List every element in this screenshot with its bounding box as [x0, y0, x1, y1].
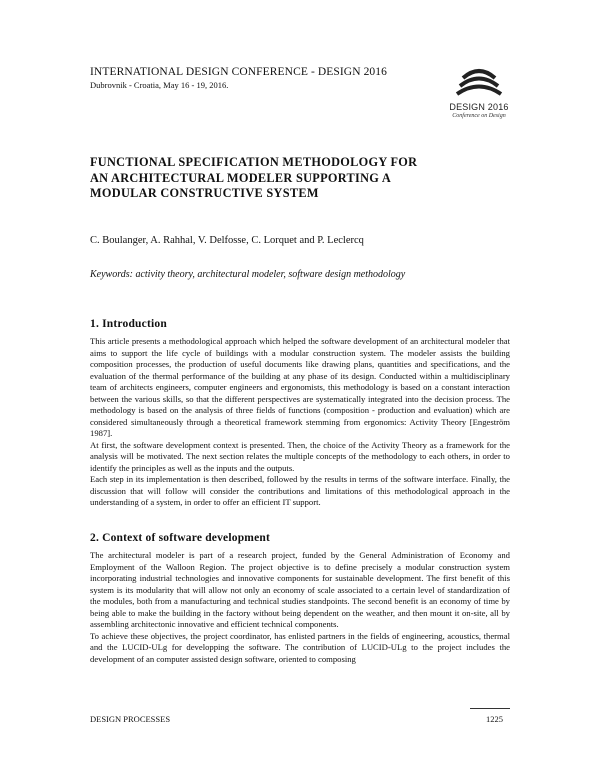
- keywords: Keywords: activity theory, architectural modeler, software design methodology: [90, 269, 406, 280]
- conference-location-date: Dubrovnik - Croatia, May 16 - 19, 2016.: [90, 80, 229, 90]
- design-2016-logo: [446, 66, 512, 126]
- section-heading-introduction: 1. Introduction: [90, 318, 167, 330]
- conference-name: INTERNATIONAL DESIGN CONFERENCE - DESIGN 2016: [90, 66, 387, 78]
- paragraph: This article presents a methodological approach which helped the software development of an architectural modeler that aims to support the life cycle of buildings with a modular construction system. The modeler assists the building composition processes, the production of useful documents like drawing plans, quantities and specifications, and the evaluation of the thermal performance of the building at any phase of its design. Conducted within a multidisciplinary team of architects engineers, computer engineers and ergonomists, this methodology is based on a constant interaction between the various skills, so that the different perspectives are systematically integrated into the decision process. The methodology is based on the analysis of three fields of functions (composition - production and evaluation) which are considered simultaneously through a theoretical framework stemming from ergonomics: Activity Theory [Engeström 1987].: [90, 336, 510, 438]
- logo-name: DESIGN 2016: [449, 102, 509, 112]
- paragraph: The architectural modeler is part of a research project, funded by the General Administration of Economy and Employment of the Walloon Region. The project objective is to define precisely a modular construction system incorporating industrial technologies and innovative components for sustainable development. The first benefit of this system is its modularity that will allow not only an economy of scale associated to a certain level of standardization of the modules, both from a manufacturing and technical studies standpoints. The second benefit is an economy of time by being able to make the building in the factory without being dependent on the weather, and then mount it on-site, all by assembling architectonic innovative and efficient technical components.: [90, 550, 510, 629]
- page-number: 1225: [486, 714, 503, 724]
- footer-section-name: DESIGN PROCESSES: [90, 714, 171, 724]
- section-heading-context: 2. Context of software development: [90, 532, 271, 544]
- logo-arcs-icon: [446, 66, 512, 100]
- paragraph: Each step in its implementation is then described, followed by the results in terms of the software interface. Finally, the discussion that will follow will consider the contributions and limitations of this methodological approach in the understanding of a system, in order to offer an efficient IT support.: [90, 474, 510, 507]
- section-body-introduction: [90, 336, 510, 509]
- footer-rule: [470, 708, 510, 709]
- logo-tagline: Conference on Design: [452, 113, 506, 119]
- paragraph: At first, the software development context is presented. Then, the choice of the Activity Theory as a framework for the analysis will be motivated. The next section relates the multiple concepts of the methodology to each others, in order to identify the principles as well as the inputs and the outputs.: [90, 439, 510, 473]
- authors: C. Boulanger, A. Rahhal, V. Delfosse, C. Lorquet and P. Leclercq: [90, 235, 364, 246]
- paragraph: To achieve these objectives, the project coordinator, has enlisted partners in the fields of engineering, acoustics, thermal and the LUCID-ULg for developping the software. The contribution of LUCID-ULg to the project includes the development of an computer assisted design software, oriented to composing: [90, 630, 510, 664]
- paper-title: FUNCTIONAL SPECIFICATION METHODOLOGY FOR AN ARCHITECTURAL MODELER SUPPORTING A MODULAR CONSTRUCTIVE SYSTEM: [90, 155, 418, 200]
- section-body-context: [90, 550, 510, 665]
